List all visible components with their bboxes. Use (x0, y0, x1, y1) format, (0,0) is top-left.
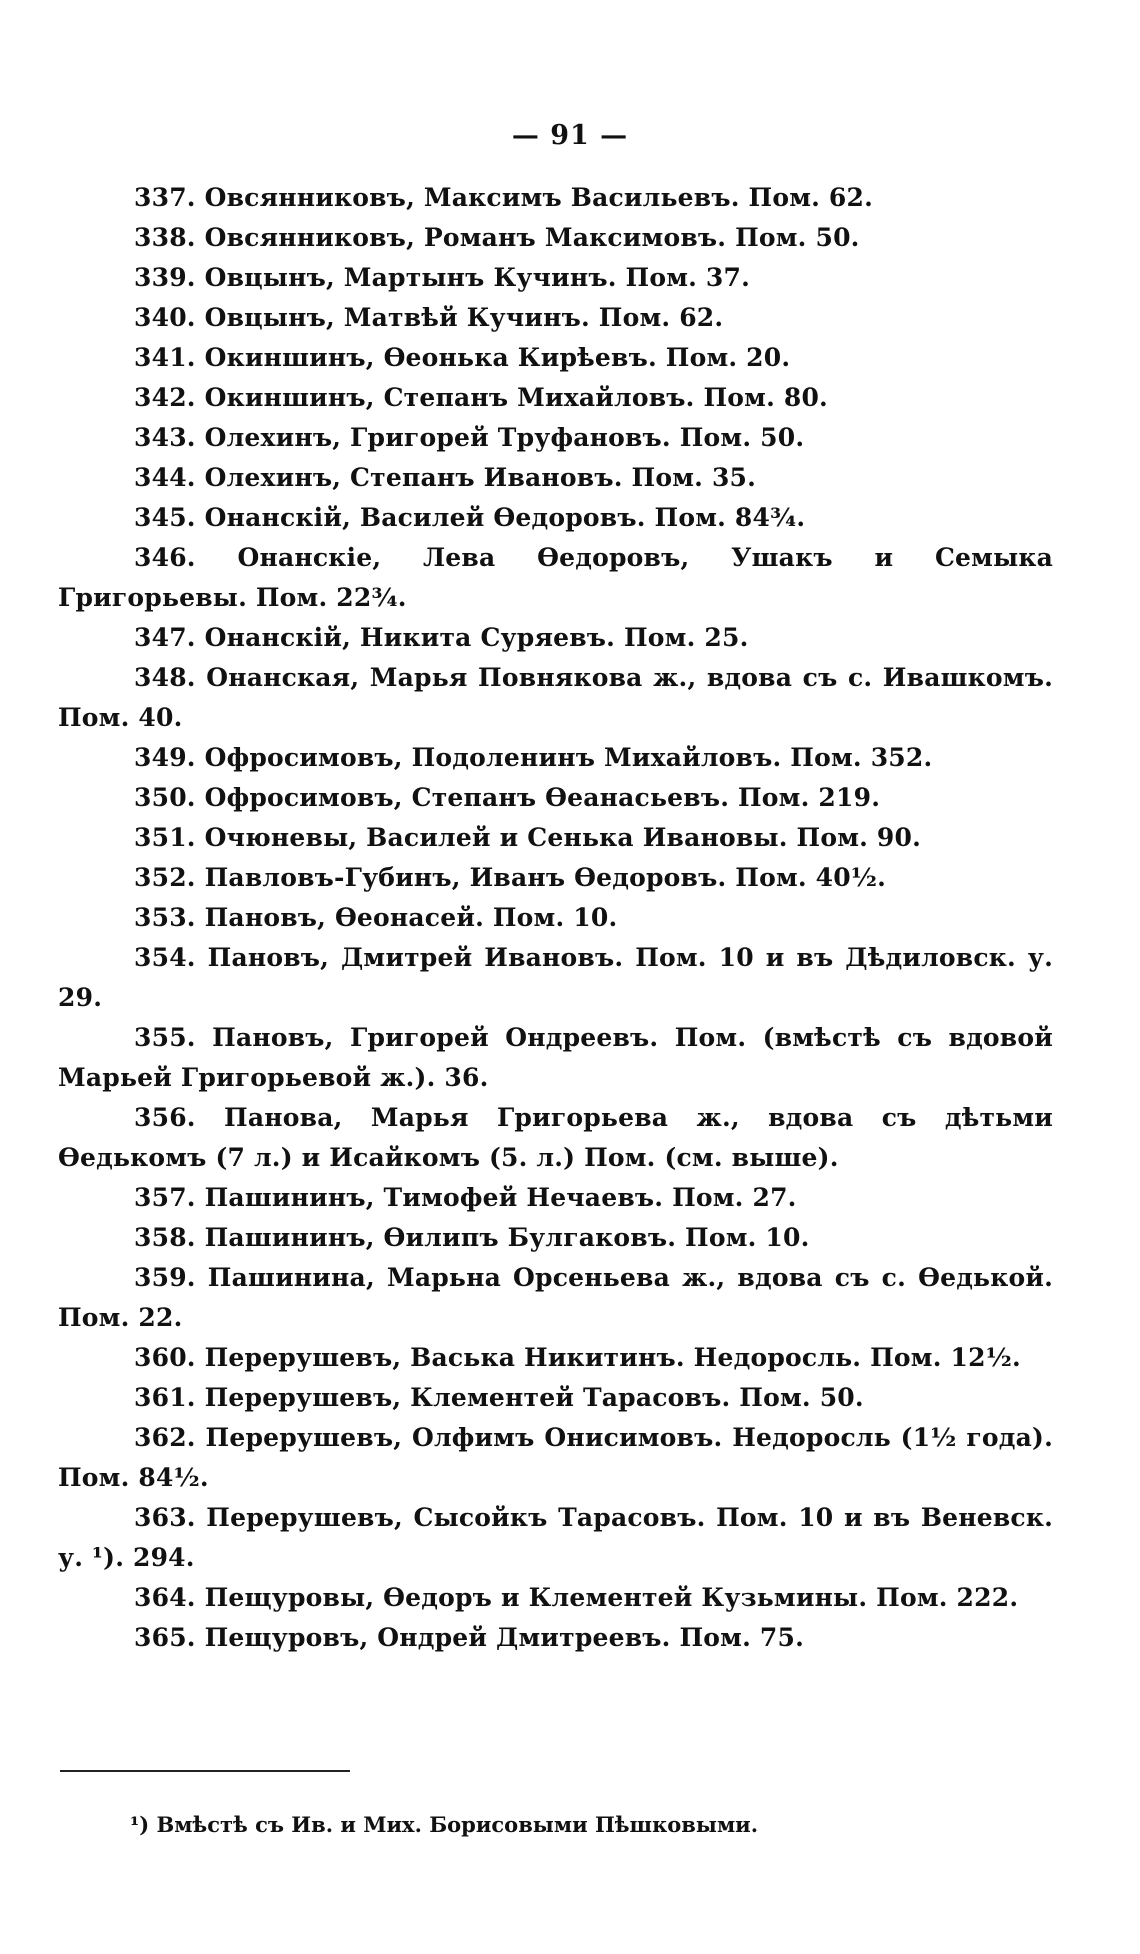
entry-text: Панова, Марья Григорьева ж., вдова съ дѣтьми Өедькомъ (7 л.) и Исайкомъ (5. л.) Пом. (см. выше). (58, 1103, 1053, 1172)
entry-number: 356. (134, 1103, 196, 1132)
list-item (58, 298, 1053, 338)
entry-number: 357. (134, 1183, 196, 1212)
entry-text: Пашинина, Марьна Орсеньева ж., вдова съ с. Өедькой. Пом. 22. (58, 1263, 1053, 1332)
entry-number: 343. (134, 423, 196, 452)
list-item (58, 258, 1053, 298)
entry-text: Пещуровъ, Ондрей Дмитреевъ. Пом. 75. (204, 1623, 804, 1652)
entry-text: Пашининъ, Өилипъ Булгаковъ. Пом. 10. (204, 1223, 810, 1252)
list-item (58, 858, 1053, 898)
entry-number: 361. (134, 1383, 196, 1412)
entry-text: Перерушевъ, Сысойкъ Тарасовъ. Пом. 10 и въ Веневск. у. ¹). 294. (58, 1503, 1054, 1572)
list-item (58, 818, 1053, 858)
entry-number: 338. (134, 223, 196, 252)
entry-number: 358. (134, 1223, 196, 1252)
entry-text: Онанскій, Василей Өедоровъ. Пом. 84¾. (204, 503, 806, 532)
entry-number: 339. (134, 263, 196, 292)
list-item (58, 1098, 1053, 1178)
entry-text: Овцынъ, Мартынъ Кучинъ. Пом. 37. (204, 263, 751, 292)
footnote-divider (60, 1770, 350, 1772)
footnote: ¹) Вмѣстѣ съ Ив. и Мих. Борисовыми Пѣшковыми. (130, 1812, 759, 1837)
entry-text: Овсянниковъ, Максимъ Васильевъ. Пом. 62. (204, 183, 874, 212)
entry-number: 347. (134, 623, 196, 652)
list-item (58, 658, 1053, 738)
entry-number: 353. (134, 903, 196, 932)
entry-number: 355. (134, 1023, 196, 1052)
entry-number: 345. (134, 503, 196, 532)
list-item (58, 1018, 1053, 1098)
entry-text: Перерушевъ, Олфимъ Онисимовъ. Недоросль (1½ года). Пом. 84½. (58, 1423, 1053, 1492)
entry-text: Онанскій, Никита Суряевъ. Пом. 25. (204, 623, 749, 652)
entry-text: Окиншинъ, Өеонька Кирѣевъ. Пом. 20. (204, 343, 791, 372)
entry-text: Пашининъ, Тимофей Нечаевъ. Пом. 27. (204, 1183, 797, 1212)
entry-text: Пещуровы, Өедоръ и Клементей Кузьмины. Пом. 222. (204, 1583, 1019, 1612)
entry-text: Очюневы, Василей и Сенька Ивановы. Пом. 90. (204, 823, 922, 852)
entry-text: Перерушевъ, Васька Никитинъ. Недоросль. Пом. 12½. (204, 1343, 1021, 1372)
list-item (58, 378, 1053, 418)
entry-text: Офросимовъ, Подоленинъ Михайловъ. Пом. 352. (204, 743, 933, 772)
entry-number: 342. (134, 383, 196, 412)
list-item (58, 538, 1053, 618)
list-item (58, 938, 1053, 1018)
entry-number: 350. (134, 783, 196, 812)
list-item (58, 1578, 1053, 1618)
entry-text: Окиншинъ, Степанъ Михайловъ. Пом. 80. (204, 383, 828, 412)
entry-number: 360. (134, 1343, 196, 1372)
entry-number: 344. (134, 463, 196, 492)
list-item (58, 1338, 1053, 1378)
entry-text: Олехинъ, Степанъ Ивановъ. Пом. 35. (204, 463, 757, 492)
list-item (58, 1618, 1053, 1658)
list-item (58, 418, 1053, 458)
list-item (58, 1418, 1053, 1498)
list-item (58, 338, 1053, 378)
entry-number: 354. (134, 943, 196, 972)
list-item (58, 778, 1053, 818)
entry-number: 341. (134, 343, 196, 372)
list-item (58, 1378, 1053, 1418)
entry-number: 337. (134, 183, 196, 212)
entry-list (58, 178, 1053, 1658)
entry-text: Пановъ, Григорей Ондреевъ. Пом. (вмѣстѣ съ вдовой Марьей Григорьевой ж.). 36. (58, 1023, 1053, 1092)
entry-text: Офросимовъ, Степанъ Өеанасьевъ. Пом. 219. (204, 783, 881, 812)
list-item (58, 178, 1053, 218)
entry-text: Онанская, Марья Повнякова ж., вдова съ с. Ивашкомъ. Пом. 40. (58, 663, 1053, 732)
list-item (58, 1258, 1053, 1338)
entry-number: 346. (134, 543, 196, 572)
list-item (58, 618, 1053, 658)
entry-number: 359. (134, 1263, 196, 1292)
entry-number: 348. (134, 663, 196, 692)
entry-number: 365. (134, 1623, 196, 1652)
entry-number: 364. (134, 1583, 196, 1612)
entry-text: Олехинъ, Григорей Труфановъ. Пом. 50. (204, 423, 805, 452)
list-item (58, 1498, 1053, 1578)
entry-number: 362. (134, 1423, 196, 1452)
list-item (58, 498, 1053, 538)
entry-text: Онанскіе, Лева Өедоровъ, Ушакъ и Семыка Григорьевы. Пом. 22¾. (58, 543, 1053, 612)
list-item (58, 738, 1053, 778)
entry-text: Овсянниковъ, Романъ Максимовъ. Пом. 50. (204, 223, 860, 252)
entry-text: Овцынъ, Матвѣй Кучинъ. Пом. 62. (204, 303, 724, 332)
entry-number: 349. (134, 743, 196, 772)
page-number: — 91 — (511, 120, 629, 151)
entry-text: Павловъ-Губинъ, Иванъ Өедоровъ. Пом. 40½. (204, 863, 887, 892)
entry-text: Пановъ, Дмитрей Ивановъ. Пом. 10 и въ Дѣдиловск. у. 29. (58, 943, 1054, 1012)
entry-number: 340. (134, 303, 196, 332)
list-item (58, 218, 1053, 258)
list-item (58, 1218, 1053, 1258)
entry-text: Пановъ, Өеонасей. Пом. 10. (204, 903, 618, 932)
list-item (58, 1178, 1053, 1218)
entry-number: 352. (134, 863, 196, 892)
entry-number: 363. (134, 1503, 196, 1532)
entry-text: Перерушевъ, Клементей Тарасовъ. Пом. 50. (204, 1383, 864, 1412)
list-item (58, 898, 1053, 938)
list-item (58, 458, 1053, 498)
entry-number: 351. (134, 823, 196, 852)
